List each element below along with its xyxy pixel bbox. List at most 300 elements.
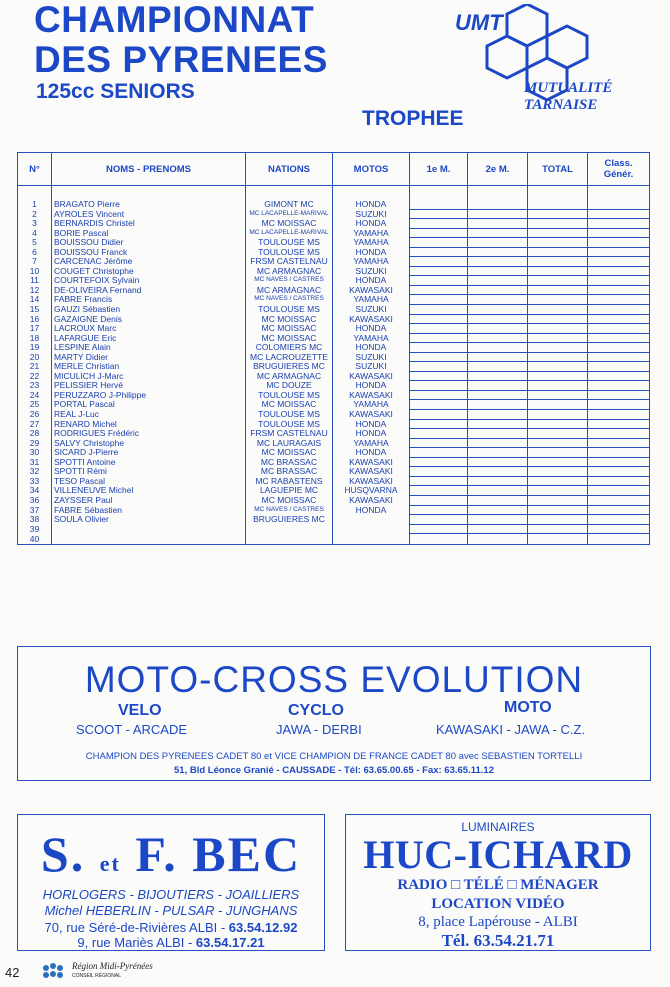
cell-total: [528, 419, 588, 429]
cell-race2: [468, 247, 528, 257]
cell-race1: [410, 266, 468, 276]
cell-race2: [468, 476, 528, 486]
ad-bec: [17, 814, 325, 951]
ad-motocross-title: MOTO-CROSS EVOLUTION: [84, 659, 584, 700]
ad-bec-address-2: 9, rue Mariès ALBI -: [77, 935, 196, 950]
cell-nation: MC ARMAGNAC: [246, 285, 333, 295]
cell-total: [528, 238, 588, 248]
cell-race2: [468, 515, 528, 525]
cell-moto: KAWASAKI: [333, 390, 410, 400]
cell-class: [588, 476, 650, 486]
cell-number: 38: [18, 515, 52, 525]
cell-moto: HONDA: [333, 247, 410, 257]
cell-class: [588, 324, 650, 334]
cell-number: 16: [18, 314, 52, 324]
cell-total: [528, 209, 588, 219]
ad-bec-phone-2: 63.54.17.21: [195, 935, 265, 950]
cell-number: 37: [18, 505, 52, 515]
cell-class: [588, 362, 650, 372]
ad-bec-title-s: S.: [40, 826, 86, 882]
cell-moto: SUZUKI: [333, 352, 410, 362]
cell-total: [528, 247, 588, 257]
cell-race2: [468, 448, 528, 458]
cell-total: [528, 400, 588, 410]
ad-motocross: [17, 646, 651, 781]
cell-number: 20: [18, 352, 52, 362]
cell-total: [528, 219, 588, 229]
cell-moto: KAWASAKI: [333, 495, 410, 505]
cell-number: 5: [18, 238, 52, 248]
cell-race2: [468, 343, 528, 353]
cell-race2: [468, 352, 528, 362]
sponsor-line-1: MUTUALITÉ: [524, 80, 613, 96]
ad-bec-line-4: [18, 935, 324, 950]
table-row: [18, 228, 650, 238]
cell-number: 31: [18, 457, 52, 467]
cell-race2: [468, 314, 528, 324]
cell-number: 27: [18, 419, 52, 429]
cell-nation: [246, 534, 333, 545]
cell-name: MICULICH J-Marc: [52, 371, 246, 381]
col-header-race2: 2e M.: [468, 153, 528, 186]
table-row: [18, 209, 650, 219]
cell-race1: [410, 410, 468, 420]
cell-nation: BRUGUIERES MC: [246, 515, 333, 525]
cell-total: [528, 305, 588, 315]
cell-class: [588, 247, 650, 257]
cell-number: 26: [18, 410, 52, 420]
page-subtitle: 125cc SENIORS: [36, 80, 195, 103]
cell-name: TESO Pascal: [52, 476, 246, 486]
cell-race1: [410, 285, 468, 295]
cell-number: 12: [18, 285, 52, 295]
table-row: [18, 352, 650, 362]
ad-bec-line-3: [18, 920, 324, 935]
ad-motocross-address: 51, Bld Léonce Granié - CAUSSADE - Tél: 63.65.00.65 - Fax: 63.65.11.12: [174, 765, 494, 776]
ad-huc-line-2: LOCATION VIDÉO: [431, 896, 565, 912]
cell-race2: [468, 257, 528, 267]
cell-nation: COLOMIERS MC: [246, 343, 333, 353]
cell-name: CARCENAC Jérôme: [52, 257, 246, 267]
cell-race1: [410, 457, 468, 467]
cell-race1: [410, 429, 468, 439]
cell-total: [528, 429, 588, 439]
table-row: [18, 219, 650, 229]
cell-class: [588, 467, 650, 477]
cell-number: 33: [18, 476, 52, 486]
region-logo-icon: [40, 962, 66, 987]
cell-name: LACROUX Marc: [52, 324, 246, 334]
cell-name: LAFARGUE Eric: [52, 333, 246, 343]
cell-name: [52, 524, 246, 534]
cell-moto: YAMAHA: [333, 228, 410, 238]
cell-nation: TOULOUSE MS: [246, 238, 333, 248]
table-row: [18, 515, 650, 525]
cell-race2: [468, 285, 528, 295]
cell-name: GAUZI Sébastien: [52, 305, 246, 315]
cell-name: PORTAL Pascal: [52, 400, 246, 410]
col-header-nation: NATIONS: [246, 153, 333, 186]
cell-race1: [410, 534, 468, 545]
cell-name: GAZAIGNE Denis: [52, 314, 246, 324]
cell-total: [528, 295, 588, 305]
cell-nation: MC MOISSAC: [246, 219, 333, 229]
cell-race1: [410, 333, 468, 343]
cell-moto: YAMAHA: [333, 438, 410, 448]
cell-moto: HONDA: [333, 276, 410, 286]
cell-class: [588, 314, 650, 324]
cell-race1: [410, 276, 468, 286]
cell-total: [528, 333, 588, 343]
cell-moto: HONDA: [333, 324, 410, 334]
cell-race1: [410, 381, 468, 391]
cell-nation: MC LACAPELLE-MARIVAL: [246, 209, 333, 219]
cell-name: SPOTTI Rémi: [52, 467, 246, 477]
cell-race2: [468, 457, 528, 467]
cell-total: [528, 467, 588, 477]
ad-bec-title: [18, 825, 324, 883]
cell-name: SALVY Christophe: [52, 438, 246, 448]
cell-nation: TOULOUSE MS: [246, 247, 333, 257]
cell-nation: MC LACROUZETTE: [246, 352, 333, 362]
cell-moto: KAWASAKI: [333, 467, 410, 477]
col-header-moto: MOTOS: [333, 153, 410, 186]
cell-nation: MC RABASTENS: [246, 476, 333, 486]
cell-nation: MC MOISSAC: [246, 495, 333, 505]
table-row: [18, 390, 650, 400]
table-row: [18, 429, 650, 439]
cell-number: 10: [18, 266, 52, 276]
cell-nation: FRSM CASTELNAU: [246, 429, 333, 439]
cell-number: 25: [18, 400, 52, 410]
cell-nation: MC ARMAGNAC: [246, 371, 333, 381]
cell-number: 30: [18, 448, 52, 458]
cell-race2: [468, 534, 528, 545]
footer-region-sub: CONSEIL RÉGIONAL: [72, 973, 121, 979]
cell-race1: [410, 524, 468, 534]
cell-nation: TOULOUSE MS: [246, 390, 333, 400]
cell-class: [588, 486, 650, 496]
cell-class: [588, 524, 650, 534]
cell-number: 1: [18, 200, 52, 209]
cell-total: [528, 314, 588, 324]
table-row: [18, 238, 650, 248]
cell-race1: [410, 400, 468, 410]
table-row: [18, 448, 650, 458]
col-header-total: TOTAL: [528, 153, 588, 186]
table-spacer-row: [18, 186, 650, 201]
cell-race1: [410, 247, 468, 257]
cell-race1: [410, 467, 468, 477]
cell-total: [528, 362, 588, 372]
cell-total: [528, 266, 588, 276]
cell-name: DE-OLIVEIRA Fernand: [52, 285, 246, 295]
cell-name: FABRE Sébastien: [52, 505, 246, 515]
table-row: [18, 343, 650, 353]
cell-race1: [410, 352, 468, 362]
cell-race1: [410, 362, 468, 372]
cell-race2: [468, 381, 528, 391]
table-row: [18, 400, 650, 410]
ad-cat-velo-sub: SCOOT - ARCADE: [76, 722, 188, 737]
cell-number: 36: [18, 495, 52, 505]
cell-nation: TOULOUSE MS: [246, 410, 333, 420]
ad-huc-line-1: RADIO □ TÉLÉ □ MÉNAGER: [397, 877, 599, 893]
cell-moto: YAMAHA: [333, 333, 410, 343]
cell-name: BOUISSOU Franck: [52, 247, 246, 257]
cell-number: 2: [18, 209, 52, 219]
footer-region: Région Midi-Pyrénées: [72, 961, 153, 971]
cell-class: [588, 209, 650, 219]
cell-total: [528, 486, 588, 496]
ad-cat-moto: MOTO: [504, 699, 552, 716]
cell-class: [588, 238, 650, 248]
table-row: [18, 276, 650, 286]
cell-race1: [410, 495, 468, 505]
cell-race2: [468, 467, 528, 477]
cell-total: [528, 276, 588, 286]
cell-moto: YAMAHA: [333, 400, 410, 410]
title-line-1: CHAMPIONNAT: [34, 0, 315, 40]
cell-number: 4: [18, 228, 52, 238]
cell-race2: [468, 209, 528, 219]
cell-nation: MC MOISSAC: [246, 400, 333, 410]
cell-name: RODRIGUES Frédéric: [52, 429, 246, 439]
cell-race1: [410, 257, 468, 267]
table-row: [18, 457, 650, 467]
ad-cat-cyclo-sub: JAWA - DERBI: [276, 722, 362, 737]
cell-total: [528, 200, 588, 209]
cell-total: [528, 534, 588, 545]
cell-total: [528, 371, 588, 381]
table-row: [18, 486, 650, 496]
cell-moto: [333, 534, 410, 545]
cell-nation: LAGUEPIE MC: [246, 486, 333, 496]
cell-moto: HONDA: [333, 429, 410, 439]
cell-name: PERUZZARO J-Philippe: [52, 390, 246, 400]
cell-race1: [410, 295, 468, 305]
cell-nation: TOULOUSE MS: [246, 305, 333, 315]
cell-race2: [468, 410, 528, 420]
table-row: [18, 247, 650, 257]
cell-moto: YAMAHA: [333, 295, 410, 305]
cell-moto: HONDA: [333, 381, 410, 391]
ad-huc-title: HUC-ICHARD: [363, 832, 633, 877]
table-row: [18, 438, 650, 448]
cell-name: SPOTTI Antoine: [52, 457, 246, 467]
cell-moto: [333, 515, 410, 525]
ad-bec-title-et: et: [99, 851, 121, 876]
cell-class: [588, 352, 650, 362]
cell-class: [588, 295, 650, 305]
cell-class: [588, 505, 650, 515]
cell-class: [588, 534, 650, 545]
ad-huc-luminaires: LUMINAIRES: [461, 820, 535, 834]
table-header-row: [18, 153, 650, 186]
cell-total: [528, 505, 588, 515]
cell-number: 40: [18, 534, 52, 545]
cell-nation: MC DOUZE: [246, 381, 333, 391]
cell-moto: YAMAHA: [333, 238, 410, 248]
table-row: [18, 266, 650, 276]
cell-race1: [410, 515, 468, 525]
cell-name: MERLE Christian: [52, 362, 246, 372]
cell-class: [588, 371, 650, 381]
cell-moto: HONDA: [333, 448, 410, 458]
ad-bec-address-1: 70, rue Séré-de-Rivières ALBI -: [44, 920, 229, 935]
cell-race1: [410, 438, 468, 448]
cell-moto: HONDA: [333, 343, 410, 353]
cell-number: 24: [18, 390, 52, 400]
ad-cat-cyclo: CYCLO: [288, 702, 344, 719]
cell-nation: MC NAVES / CASTRES: [246, 505, 333, 515]
cell-moto: SUZUKI: [333, 266, 410, 276]
cell-name: BERNARDIS Christel: [52, 219, 246, 229]
table-row: [18, 285, 650, 295]
cell-name: ZAYSSER Paul: [52, 495, 246, 505]
cell-nation: MC MOISSAC: [246, 314, 333, 324]
cell-name: REAL J-Luc: [52, 410, 246, 420]
cell-class: [588, 448, 650, 458]
cell-name: SICARD J-Pierre: [52, 448, 246, 458]
cell-class: [588, 495, 650, 505]
cell-race1: [410, 476, 468, 486]
table-row: [18, 305, 650, 315]
cell-race2: [468, 266, 528, 276]
cell-race2: [468, 429, 528, 439]
cell-name: FABRE Francis: [52, 295, 246, 305]
ad-bec-phone-1: 63.54.12.92: [228, 920, 298, 935]
cell-race1: [410, 314, 468, 324]
ad-motocross-champion: CHAMPION DES PYRENEES CADET 80 et VICE CHAMPION DE FRANCE CADET 80 avec SEBASTIEN TORTELLI: [85, 751, 583, 762]
cell-race1: [410, 486, 468, 496]
table-row: [18, 505, 650, 515]
cell-nation: MC MOISSAC: [246, 333, 333, 343]
cell-moto: SUZUKI: [333, 209, 410, 219]
table-row: [18, 314, 650, 324]
cell-number: 34: [18, 486, 52, 496]
cell-total: [528, 495, 588, 505]
table-row: [18, 295, 650, 305]
cell-race1: [410, 219, 468, 229]
cell-race2: [468, 219, 528, 229]
cell-moto: HONDA: [333, 219, 410, 229]
table-row: [18, 534, 650, 545]
title-line-2: DES PYRENEES: [34, 39, 328, 80]
cell-race1: [410, 343, 468, 353]
cell-name: RENARD Michel: [52, 419, 246, 429]
cell-total: [528, 257, 588, 267]
cell-race1: [410, 505, 468, 515]
cell-total: [528, 476, 588, 486]
cell-total: [528, 228, 588, 238]
cell-number: 22: [18, 371, 52, 381]
cell-nation: FRSM CASTELNAU: [246, 257, 333, 267]
cell-moto: [333, 524, 410, 534]
cell-class: [588, 419, 650, 429]
cell-moto: HUSQVARNA: [333, 486, 410, 496]
ad-bec-line-2: Michel HEBERLIN - PULSAR - JUNGHANS: [44, 903, 298, 918]
cell-class: [588, 429, 650, 439]
cell-number: 19: [18, 343, 52, 353]
cell-class: [588, 228, 650, 238]
cell-moto: YAMAHA: [333, 257, 410, 267]
cell-total: [528, 457, 588, 467]
cell-number: 6: [18, 247, 52, 257]
cell-total: [528, 352, 588, 362]
cell-total: [528, 524, 588, 534]
cell-class: [588, 200, 650, 209]
cell-race2: [468, 333, 528, 343]
cell-total: [528, 438, 588, 448]
cell-total: [528, 324, 588, 334]
cell-race2: [468, 305, 528, 315]
cell-class: [588, 515, 650, 525]
sponsor-logo-text: UMT: [455, 10, 503, 35]
cell-number: 11: [18, 276, 52, 286]
cell-race2: [468, 362, 528, 372]
cell-total: [528, 285, 588, 295]
col-header-number: N°: [18, 153, 52, 186]
cell-race1: [410, 209, 468, 219]
table-row: [18, 495, 650, 505]
cell-race2: [468, 400, 528, 410]
cell-race2: [468, 505, 528, 515]
cell-class: [588, 276, 650, 286]
cell-number: 32: [18, 467, 52, 477]
cell-nation: MC BRASSAC: [246, 467, 333, 477]
cell-class: [588, 266, 650, 276]
cell-class: [588, 410, 650, 420]
results-table: [17, 152, 650, 545]
cell-nation: MC NAVES / CASTRES: [246, 276, 333, 286]
table-body: [18, 186, 650, 545]
cell-race2: [468, 324, 528, 334]
cell-total: [528, 410, 588, 420]
cell-nation: [246, 524, 333, 534]
cell-number: 15: [18, 305, 52, 315]
table-row: [18, 410, 650, 420]
table-row: [18, 371, 650, 381]
cell-moto: HONDA: [333, 419, 410, 429]
cell-number: 23: [18, 381, 52, 391]
cell-name: BORIE Pascal: [52, 228, 246, 238]
cell-race2: [468, 238, 528, 248]
cell-race2: [468, 438, 528, 448]
ad-huc-line-3: 8, place Lapérouse - ALBI: [418, 914, 578, 930]
cell-number: 29: [18, 438, 52, 448]
cell-race2: [468, 524, 528, 534]
cell-name: BRAGATO Pierre: [52, 200, 246, 209]
cell-nation: MC MOISSAC: [246, 448, 333, 458]
cell-nation: MC BRASSAC: [246, 457, 333, 467]
cell-race1: [410, 419, 468, 429]
cell-name: PELISSIER Hervé: [52, 381, 246, 391]
cell-class: [588, 285, 650, 295]
table-row: [18, 257, 650, 267]
table-row: [18, 467, 650, 477]
table-row: [18, 476, 650, 486]
cell-race1: [410, 390, 468, 400]
cell-race1: [410, 324, 468, 334]
cell-class: [588, 438, 650, 448]
cell-moto: KAWASAKI: [333, 457, 410, 467]
cell-number: 21: [18, 362, 52, 372]
table-row: [18, 419, 650, 429]
cell-class: [588, 400, 650, 410]
cell-number: 7: [18, 257, 52, 267]
cell-name: LESPINE Alain: [52, 343, 246, 353]
